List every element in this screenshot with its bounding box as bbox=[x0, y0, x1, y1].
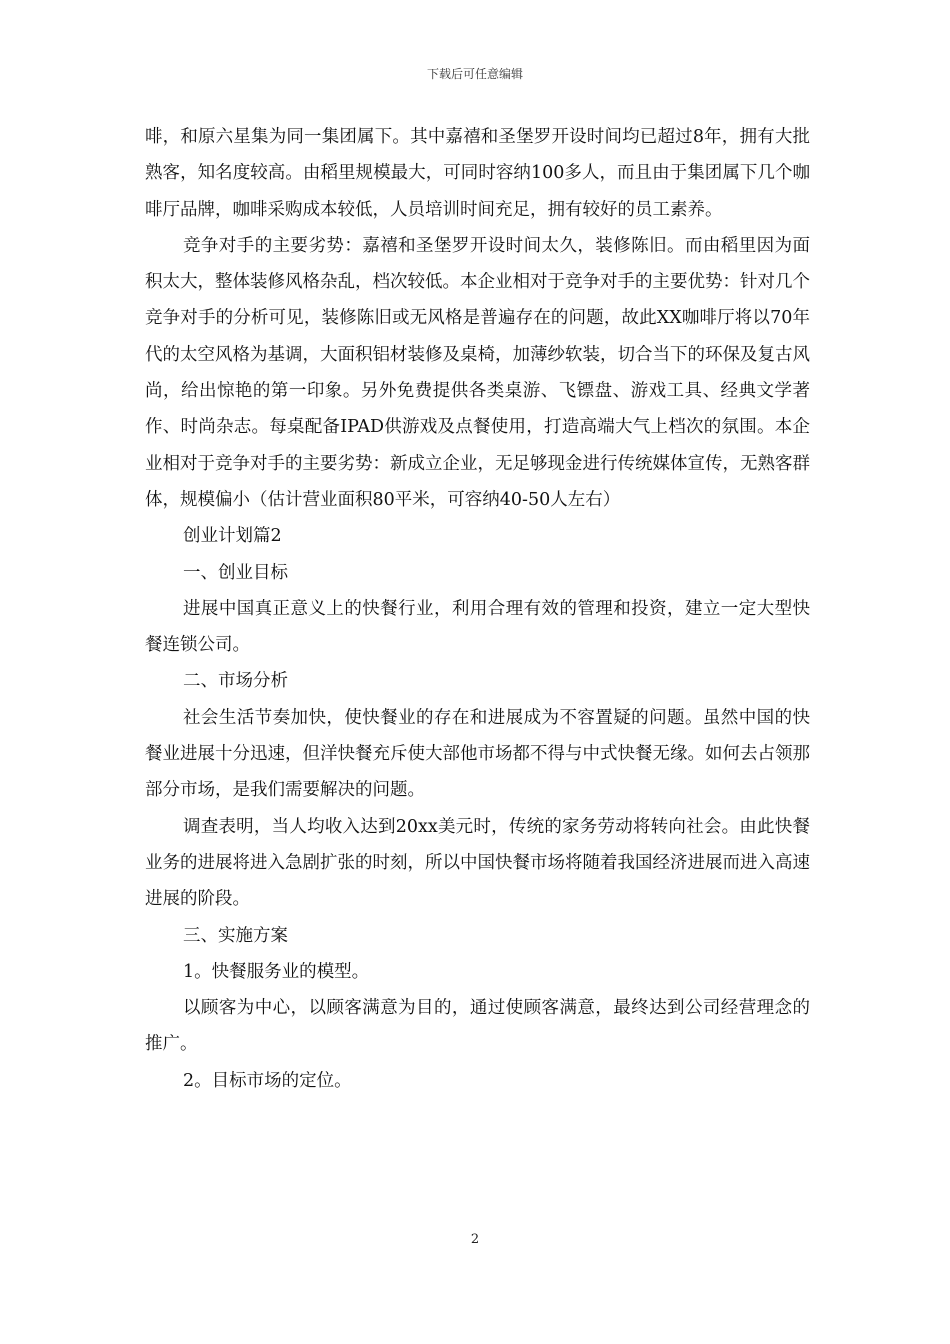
page-number: 2 bbox=[470, 1232, 480, 1247]
heading: 三、实施方案 bbox=[183, 925, 288, 946]
subheading: 2。目标市场的定位。 bbox=[183, 1070, 352, 1091]
paragraph: 社会生活节奏加快，使快餐业的存在和进展成为不容置疑的问题。虽然中国的快餐业进展十分迅速，但洋快餐充斥使大部他市场都不得与中式快餐无缘。如何去占领那部分市场，是我们需要解决的问题。 bbox=[145, 707, 810, 801]
paragraph: 调查表明，当人均收入达到20xx美元时，传统的家务劳动将转向社会。由此快餐业务的进展将进入急剧扩张的时刻，所以中国快餐市场将随着我国经济进展而进入高速进展的阶段。 bbox=[145, 816, 810, 910]
heading: 二、市场分析 bbox=[183, 671, 288, 692]
section-title: 创业计划篇2 bbox=[183, 526, 282, 547]
heading: 一、创业目标 bbox=[183, 562, 288, 583]
subheading: 1。快餐服务业的模型。 bbox=[183, 961, 370, 982]
paragraph: 进展中国真正意义上的快餐行业，利用合理有效的管理和投资，建立一定大型快餐连锁公司。 bbox=[145, 598, 810, 656]
paragraph: 以顾客为中心，以顾客满意为目的，通过使顾客满意，最终达到公司经营理念的推广。 bbox=[145, 998, 810, 1055]
document-body bbox=[145, 119, 810, 1099]
paragraph: 竞争对手的主要劣势：嘉禧和圣堡罗开设时间太久，装修陈旧。而由稻里因为面积太大，整体装修风格杂乱，档次较低。本企业相对于竞争对手的主要优势：针对几个竞争对手的分析可见，装修陈旧或无风格是普遍存在的问题，故此XX咖啡厅将以70年代的太空风格为基调，大面积铝材装修及桌椅，加薄纱软装，切合当下的环保及复古风尚，给出惊艳的第一印象。另外免费提供各类桌游、飞镖盘、游戏工具、经典文学著作、时尚杂志。每桌配备IPAD供游戏及点餐使用，打造高端大气上档次的氛围。本企业相对于竞争对手的主要劣势：新成立企业，无足够现金进行传统媒体宣传，无熟客群体，规模偏小（估计营业面积80平米，可容纳40-50人左右） bbox=[145, 235, 810, 510]
paragraph: 啡，和原六星集为同一集团属下。其中嘉禧和圣堡罗开设时间均已超过8年，拥有大批熟客，知名度较高。由稻里规模最大，可同时容纳100多人，而且由于集团属下几个咖啡厅品牌，咖啡采购成本较低，人员培训时间充足，拥有较好的员工素养。 bbox=[145, 127, 810, 220]
page-header: 下载后可任意编辑 bbox=[426, 67, 523, 81]
